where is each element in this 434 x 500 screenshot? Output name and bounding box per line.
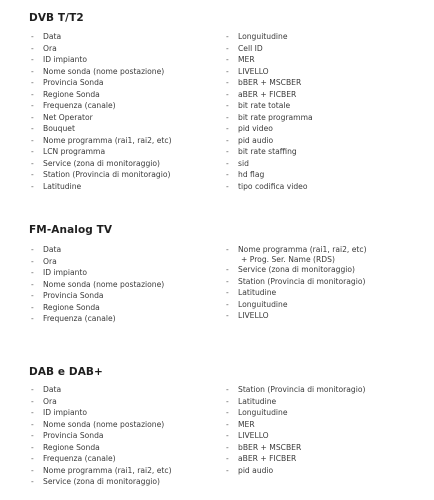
bullet-dash: - [31,442,34,452]
bullet-dash: - [226,265,229,274]
bullet-dash: - [31,170,34,179]
field-label: Station (Provincia di monitoragio) [238,276,366,286]
bullet-dash: - [31,396,34,406]
field-label-line1: Nome programma (rai1, rai2, etc) [238,245,367,254]
field-label: Longuitudine [238,408,288,417]
field-label: Latitudine [238,396,277,406]
field-label: Data [43,385,62,394]
bullet-dash: - [31,431,34,440]
field-label: LCN programma [43,147,106,156]
bullet-dash: - [31,135,34,145]
bullet-dash: - [31,408,34,417]
section-title: DVB T/T2 [29,12,84,24]
field-label: LIVELLO [238,431,269,440]
bullet-dash: - [226,288,229,297]
field-label: aBER + FICBER [238,89,297,99]
field-label: Regione Sonda [43,89,100,99]
field-label: Bouquet [43,124,75,133]
field-label: hd flag [238,170,265,179]
field-label: Provincia Sonda [43,431,104,440]
bullet-dash: - [31,66,34,76]
bullet-dash: - [31,158,34,168]
bullet-dash: - [31,385,34,394]
bullet-dash: - [226,78,229,87]
field-label: Nome sonda (nome postazione) [43,66,165,76]
bullet-dash: - [31,302,34,312]
section-title: DAB e DAB+ [29,366,103,378]
field-label: Regione Sonda [43,442,100,452]
field-label: Ora [43,256,57,266]
bullet-dash: - [226,465,229,475]
field-label: sid [238,158,249,168]
bullet-dash: - [226,431,229,440]
bullet-dash: - [31,124,34,133]
bullet-dash: - [226,396,229,406]
bullet-dash: - [226,299,229,309]
field-label-line2: + Prog. Ser. Name (RDS) [241,254,335,264]
field-label: Net Operator [43,112,93,122]
field-label: pid audio [238,465,274,475]
field-label: Cell ID [238,43,263,53]
field-label: Station (Provincia di monitoragio) [43,170,171,179]
field-label: MER [238,419,255,429]
field-label: bBER + MSCBER [238,442,302,452]
bullet-dash: - [226,32,229,41]
bullet-dash: - [31,32,34,41]
bullet-dash: - [226,55,229,64]
bullet-dash: - [31,454,34,463]
field-label: Frequenza (canale) [43,101,116,110]
bullet-dash: - [226,408,229,417]
field-label: Regione Sonda [43,302,100,312]
field-label: aBER + FICBER [238,454,297,463]
bullet-dash: - [31,419,34,429]
bullet-dash: - [31,314,34,323]
field-label: Provincia Sonda [43,291,104,300]
bullet-dash: - [226,66,229,76]
field-label: Frequenza (canale) [43,314,116,323]
field-label: pid video [238,124,273,133]
field-label: Provincia Sonda [43,78,104,87]
field-label: bit rate staffing [238,147,297,156]
bullet-dash: - [226,454,229,463]
field-label: ID impianto [43,408,88,417]
bullet-dash: - [226,158,229,168]
section-title: FM-Analog TV [29,224,113,236]
bullet-dash: - [226,101,229,110]
field-label: Data [43,245,62,254]
bullet-dash: - [226,442,229,452]
field-label: ID impianto [43,55,88,64]
field-label: tipo codifica video [238,181,308,191]
bullet-dash: - [226,147,229,156]
bullet-dash: - [226,245,229,254]
field-label: Ora [43,396,57,406]
field-label: Station (Provincia di monitoragio) [238,385,366,394]
bullet-dash: - [31,256,34,266]
field-label: bit rate programma [238,112,313,122]
field-label: Service (zona di monitoraggio) [238,265,356,274]
field-label: LIVELLO [238,311,269,320]
field-label: Longuitudine [238,299,288,309]
bullet-dash: - [226,112,229,122]
bullet-dash: - [31,291,34,300]
field-label: bit rate totale [238,101,291,110]
bullet-dash: - [31,245,34,254]
field-label: Nome sonda (nome postazione) [43,279,165,289]
bullet-dash: - [226,385,229,394]
bullet-dash: - [31,147,34,156]
field-label: Nome programma (rai1, rai2, etc) [43,465,172,475]
bullet-dash: - [226,43,229,53]
field-label: LIVELLO [238,66,269,76]
field-label: Service (zona di monitoraggio) [43,158,161,168]
field-label: Latitudine [43,181,82,191]
bullet-dash: - [31,465,34,475]
bullet-dash: - [226,419,229,429]
field-label: Ora [43,43,57,53]
field-label: ID impianto [43,268,88,277]
bullet-dash: - [31,477,34,486]
bullet-dash: - [31,78,34,87]
bullet-dash: - [31,101,34,110]
bullet-dash: - [31,55,34,64]
field-label: Nome sonda (nome postazione) [43,419,165,429]
bullet-dash: - [226,170,229,179]
bullet-dash: - [31,181,34,191]
bullet-dash: - [31,43,34,53]
bullet-dash: - [226,135,229,145]
field-label: MER [238,55,255,64]
field-label: Service (zona di monitoraggio) [43,477,161,486]
bullet-dash: - [31,112,34,122]
bullet-dash: - [31,268,34,277]
bullet-dash: - [226,89,229,99]
field-label: Longuitudine [238,32,288,41]
bullet-dash: - [31,89,34,99]
bullet-dash: - [226,124,229,133]
field-label: Latitudine [238,288,277,297]
field-label: pid audio [238,135,274,145]
bullet-dash: - [31,279,34,289]
field-label: bBER + MSCBER [238,78,302,87]
field-label: Data [43,32,62,41]
field-label [238,245,367,264]
field-label: Frequenza (canale) [43,454,116,463]
bullet-dash: - [226,276,229,286]
bullet-dash: - [226,311,229,320]
bullet-dash: - [226,181,229,191]
field-label: Nome programma (rai1, rai2, etc) [43,135,172,145]
